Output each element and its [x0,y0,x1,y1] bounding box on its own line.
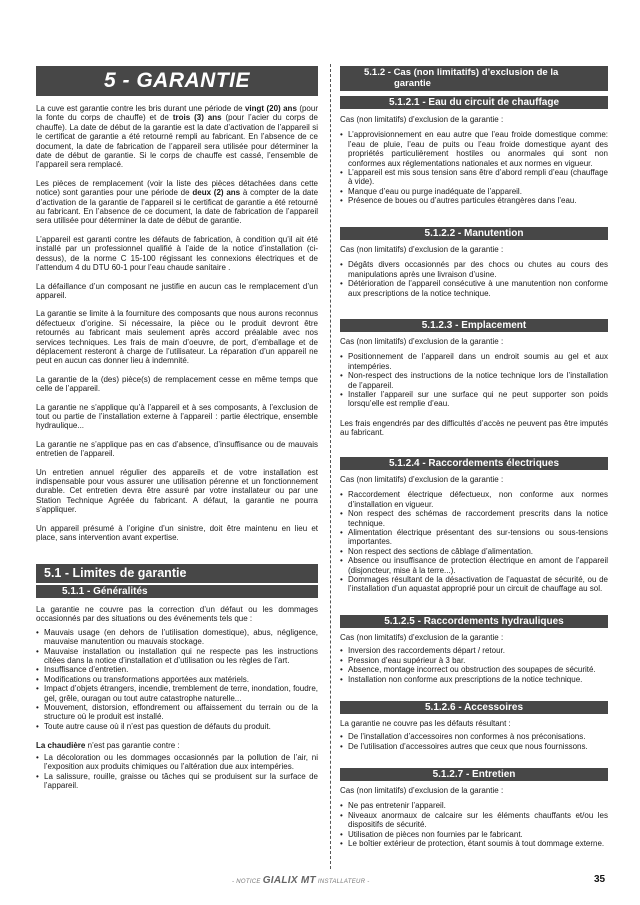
list-item: • Le boîtier extérieur de protection, étant soumis à tout dommage externe. [340,839,608,848]
intro-paragraph-1: La cuve est garantie contre les bris durant une période de vingt (20) ans (pour la fonte du corps de chauffe) et de trois (3) ans (pour l’acier du corps de chauffe). La date de début de la garantie est la date d’activation de l’appareil si le certificat de garantie a été retourné rempli au fabricant. En l’absence de ce document, la date de fabrication de l’appareil sera utilisée pour déterminer la date de début de garantie. Si le corps de chauffe est cassé, l’ensemble de l’appareil sera remplacé. [36,104,319,170]
section-text-accessories [340,719,608,751]
list-item: • Non respect des sections de câblage d’alimentation. [340,547,608,556]
subsection-heading: 5.1.2.6 - Accessoires [340,701,608,714]
general-list [36,628,318,731]
boiler-list [36,753,318,791]
list-item: • Installation non conforme aux prescriptions de la notice technique. [340,675,608,684]
section-text-handling [340,245,608,298]
subsection-heading: 5.1.2.2 - Manutention [340,227,608,240]
section-text-electrical [340,475,608,594]
paragraph: La garantie ne s’applique qu’à l’appareil et à ses composants, à l’exclusion de tout ou partie de l’installation externe à l’appareil : partie électrique, ensemble hydraulique... [36,402,318,431]
page-title: 5 - GARANTIE [36,66,318,96]
paragraph: La garantie se limite à la fourniture des composants que nous aurons reconnus défectueux d’origine. Si nécessaire, la pièce ou le produit devront être retournés au fabricant mais seulement après accord préalable avec nos services techniques. Les frais de main d’oeuvre, de port, d’emballage et de déplacement resteront à charge de l’utilisateur. La réparation d’un appareil ne peut en aucun cas donner lieu à indemnité. [36,309,318,366]
subsection-heading: 5.1.2.4 - Raccordements électriques [340,457,608,470]
paragraph: L’appareil est garanti contre les défauts de fabrication, à condition qu’il ait été installé par un professionnel qualifié à l’aide de la notice d’installation (ci-dessus), de la norme C 15-100 régissant les connexions électriques et de l’attendum 4 du DTU 60-1 pour l’eau chaude sanitaire . [36,234,318,273]
list-item: • Installer l’appareil sur une surface qui ne peut supporter son poids lorsqu’elle est remplie d’eau. [340,390,608,409]
exclusion-list [340,490,608,593]
intro-paragraph-2: Les pièces de remplacement (voir la liste des pièces détachées dans cette notice) sont garanties pour une période de deux (2) ans à compter de la date d’activation de la garantie de l’appareil si le certificat de garantie a été retourné au fabricant. En l’absence de ce document, la date de fabrication de l’appareil sera utilisée pour déterminer la date de début de garantie. [36,178,319,226]
subsection-heading: 5.1.2.5 - Raccordements hydrauliques [340,615,608,628]
general-text [36,605,318,790]
list-item: • Détérioration de l’appareil consécutive à une manutention non conforme aux prescriptions de la notice technique. [340,279,608,298]
list-item: • Impact d’objets étrangers, incendie, tremblement de terre, inondation, foudre, gel, grêle, ouragan ou tout autre catastrophe naturelle... [36,684,318,703]
section-intro: Cas (non limitatifs) d’exclusion de la garantie : [340,337,504,346]
list-item: • Alimentation électrique présentant des sur-tensions ou sous-tensions importantes. [340,528,608,547]
footer-notice: - NOTICE GIALIX MT INSTALLATEUR - [232,875,370,886]
exclusion-list [340,260,608,298]
list-item: • Manque d’eau ou purge inadéquate de l’appareil. [340,187,608,196]
list-item: • Mauvais usage (en dehors de l’utilisation domestique), abus, négligence, mauvaise manutention ou mauvais stockage. [36,628,318,647]
list-item: • Utilisation de pièces non fournies par le fabricant. [340,830,608,839]
paragraph: La garantie de la (des) pièce(s) de remplacement cesse en même temps que celle de l’appareil. [36,374,318,394]
list-item: • Pression d’eau supérieur à 3 bar. [340,656,608,665]
subsection-heading: 5.1.2.7 - Entretien [340,768,608,781]
exclusion-list [340,801,608,848]
paragraph: Un entretien annuel régulier des appareils et de votre installation est indispensable pour vous assurer une utilisation pérenne et un fonctionnement durable. Cet entretien devra être assuré par votre installateur ou par une Station Technique Agréée du fabricant. A défaut, la garantie ne pourra s’appliquer. [36,467,318,515]
list-item: • Absence, montage incorrect ou obstruction des soupapes de sécurité. [340,665,608,674]
section-intro: Cas (non limitatifs) d’exclusion de la garantie : [340,115,504,124]
section-heading-limits: 5.1 - Limites de garantie [36,564,318,583]
intro-text [36,104,318,551]
paragraph: Un appareil présumé à l’origine d’un sinistre, doit être maintenu en lieu et place, sans intervention avant expertise. [36,523,318,543]
section-heading-exclusions: 5.1.2 - Cas (non limitatifs) d’exclusion de la garantie [340,66,608,91]
list-item: • Niveaux anormaux de calcaire sur les éléments chauffants et/ou les dispositifs de sécurité. [340,811,608,830]
list-item: • La décoloration ou les dommages occasionnés par la pollution de l’air, ni l’exposition aux produits chimiques ou l’altération due aux intempéries. [36,753,318,772]
boiler-intro: La chaudière n’est pas garantie contre : [36,741,180,751]
list-item: • L’approvisionnement en eau autre que l’eau froide domestique comme: l’eau de pluie, l’eau de puits ou l’eau froide domestique ayant des propriétés particulièrement hostiles ou anormales qui sont non conformes aux réglementations nationales et aux normes en vigueur. [340,130,608,168]
list-item: • Mouvement, distorsion, effondrement ou affaissement du terrain ou de la structure où le produit est installé. [36,703,318,722]
list-item: • Positionnement de l’appareil dans un endroit soumis au gel et aux intempéries. [340,352,608,371]
section-intro: La garantie ne couvre pas les défauts résultant : [340,719,511,728]
subsection-heading: 5.1.2.3 - Emplacement [340,319,608,332]
list-item: • Raccordement électrique défectueux, non conforme aux normes d’installation en vigueur. [340,490,608,509]
section-text-location [340,337,608,447]
exclusion-list [340,352,608,408]
list-item: • Présence de boues ou d’autres particules étrangères dans l’eau. [340,196,608,205]
section-text-water [340,115,608,206]
section-intro: Cas (non limitatifs) d’exclusion de la garantie : [340,475,504,484]
list-item: • Modifications ou transformations apportées aux matériels. [36,675,318,684]
exclusion-list [340,732,608,751]
general-intro: La garantie ne couvre pas la correction d’un défaut ou les dommages occasionnés par des situations ou des événements tels que : [36,605,318,624]
list-item: • De l’utilisation d’accessoires autres que ceux que nous fournissons. [340,742,608,751]
list-item: • La salissure, rouille, graisse ou tâches qui se produisent sur la surface de l’appareil. [36,772,318,791]
paragraph: La défaillance d’un composant ne justifie en aucun cas le remplacement d’un appareil. [36,281,318,300]
exclusion-list [340,130,608,205]
list-item: • Absence ou insuffisance de protection électrique en amont de l’appareil (disjoncteur, mise à la terre...). [340,556,608,575]
list-item: • Insuffisance d’entretien. [36,665,318,674]
paragraph: La garantie ne s’applique pas en cas d’absence, d’insuffisance ou de mauvais entretien de l’appareil. [36,439,318,459]
subsection-heading: 5.1.2.1 - Eau du circuit de chauffage [340,96,608,109]
section-text-maintenance [340,786,608,848]
subsection-heading-general: 5.1.1 - Généralités [36,585,318,598]
list-item: • Inversion des raccordements départ / retour. [340,646,608,655]
column-divider [330,64,331,869]
section-intro: Cas (non limitatifs) d’exclusion de la garantie : [340,633,504,642]
page-number: 35 [594,874,606,885]
list-item: • Ne pas entretenir l’appareil. [340,801,608,810]
list-item: • Non respect des schémas de raccordement prescrits dans la notice technique. [340,509,608,528]
exclusion-list [340,646,608,684]
list-item: • Toute autre cause où il n’est pas question de défauts du produit. [36,722,318,731]
list-item: • Dommages résultant de la désactivation de l’aquastat de sécurité, ou de l’installation d’un aquastat approprié pour un circuit de chauffage au sol. [340,575,608,594]
section-note: Les frais engendrés par des difficultés d’accès ne peuvent pas être imputés au fabricant. [340,418,608,438]
section-intro: Cas (non limitatifs) d’exclusion de la garantie : [340,245,504,254]
list-item: • Mauvaise installation ou installation qui ne respecte pas les instructions citées dans la notice d’installation et d’utilisation ou les règles de l’art. [36,647,318,666]
section-intro: Cas (non limitatifs) d’exclusion de la garantie : [340,786,504,795]
list-item: • De l’installation d’accessoires non conformes à nos préconisations. [340,732,608,741]
section-text-hydraulic [340,633,608,684]
list-item: • L’appareil est mis sous tension sans être d’abord rempli d’eau (chauffage à vide). [340,168,608,187]
list-item: • Non-respect des instructions de la notice technique lors de l’installation de l’appareil. [340,371,608,390]
list-item: • Dégâts divers occasionnés par des chocs ou chutes au cours des manipulations après une livraison d’usine. [340,260,608,279]
